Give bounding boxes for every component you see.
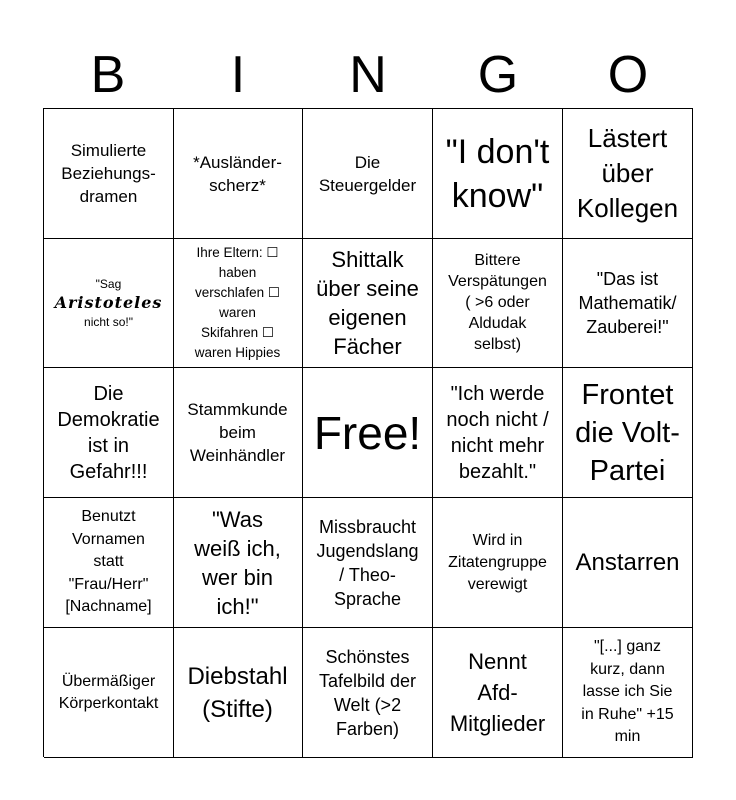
cell-text-prefix: "Sag: [95, 276, 122, 291]
bingo-cell[interactable]: [173, 628, 303, 758]
free-space-text: Free!: [313, 406, 422, 459]
cell-text: Anstarren: [575, 548, 680, 576]
bingo-cell[interactable]: [44, 628, 174, 758]
cell-text: Nennt Afd- Mitglieder: [449, 649, 546, 736]
cell-text: "[...] ganz kurz, dann lasse ich Sie in Ruhe" +15 min: [581, 638, 674, 746]
bingo-cell[interactable]: [303, 498, 433, 628]
cell-text: Übermäßiger Körperkontakt: [58, 672, 159, 712]
cell-text: Bittere Verspätungen ( >6 oder Aldudak selbst): [448, 252, 547, 353]
bingo-cell[interactable]: [173, 368, 303, 498]
cell-text: Shittalk über seine eigenen Fächer: [316, 246, 419, 359]
cell-text: Die Demokratie ist in Gefahr!!!: [57, 382, 160, 483]
header-letter-o: O: [607, 46, 649, 104]
cell-text-group: [55, 276, 163, 330]
cell-text: Benutzt Vornamen statt "Frau/Herr" [Nachname]: [65, 508, 152, 616]
cell-text: "I don't know": [445, 132, 550, 215]
cell-text: "Das ist Mathematik/ Zauberei!": [578, 268, 677, 337]
cell-text: Missbraucht Jugendslang / Theo- Sprache: [316, 516, 419, 609]
bingo-cell[interactable]: [173, 238, 303, 368]
bingo-cell[interactable]: [563, 238, 693, 368]
bingo-cell[interactable]: [563, 368, 693, 498]
bingo-cell[interactable]: [44, 109, 174, 239]
cell-text: *Ausländer- scherz*: [193, 152, 282, 195]
cell-text: Diebstahl (Stifte): [187, 662, 288, 723]
cell-text: "Ich werde noch nicht / nicht mehr bezahlt.": [446, 382, 549, 483]
bingo-cell[interactable]: [303, 109, 433, 239]
bingo-cell[interactable]: [44, 238, 174, 368]
bingo-cell[interactable]: [44, 368, 174, 498]
bingo-cell[interactable]: [433, 628, 563, 758]
cell-text: Stammkunde beim Weinhändler: [187, 400, 288, 465]
bingo-cell[interactable]: [44, 498, 174, 628]
cell-text: Lästert über Kollegen: [576, 123, 679, 223]
bingo-header: [43, 42, 693, 108]
cell-text-fancy: Aristoteles: [54, 292, 163, 312]
bingo-cell[interactable]: [563, 628, 693, 758]
cell-text: Schönstes Tafelbild der Welt (>2 Farben): [318, 646, 417, 739]
header-letter-b: B: [90, 46, 126, 104]
bingo-cell[interactable]: [433, 109, 563, 239]
bingo-cell[interactable]: [303, 238, 433, 368]
header-letter-n: N: [349, 46, 387, 104]
cell-text: "Was weiß ich, wer bin ich!": [194, 506, 281, 619]
bingo-board: [43, 108, 693, 757]
cell-text-suffix: nicht so!": [84, 314, 133, 329]
bingo-cell[interactable]: [433, 238, 563, 368]
cell-text: Frontet die Volt- Partei: [575, 378, 680, 487]
bingo-cell[interactable]: [173, 109, 303, 239]
bingo-cell[interactable]: [303, 368, 433, 498]
bingo-cell[interactable]: [303, 628, 433, 758]
bingo-cell[interactable]: [173, 498, 303, 628]
bingo-cell[interactable]: [563, 109, 693, 239]
bingo-cell[interactable]: [563, 498, 693, 628]
cell-text: Simulierte Beziehungs- dramen: [61, 141, 156, 206]
bingo-cell[interactable]: [433, 498, 563, 628]
cell-text: Ihre Eltern: ☐ haben verschlafen ☐ waren Skifahren ☐ waren Hippies: [194, 244, 281, 360]
bingo-cell[interactable]: [433, 368, 563, 498]
header-letter-i: I: [230, 46, 246, 104]
cell-text: Wird in Zitatengruppe verewigt: [448, 531, 547, 593]
cell-text: Die Steuergelder: [318, 152, 417, 195]
header-letter-g: G: [477, 46, 519, 104]
